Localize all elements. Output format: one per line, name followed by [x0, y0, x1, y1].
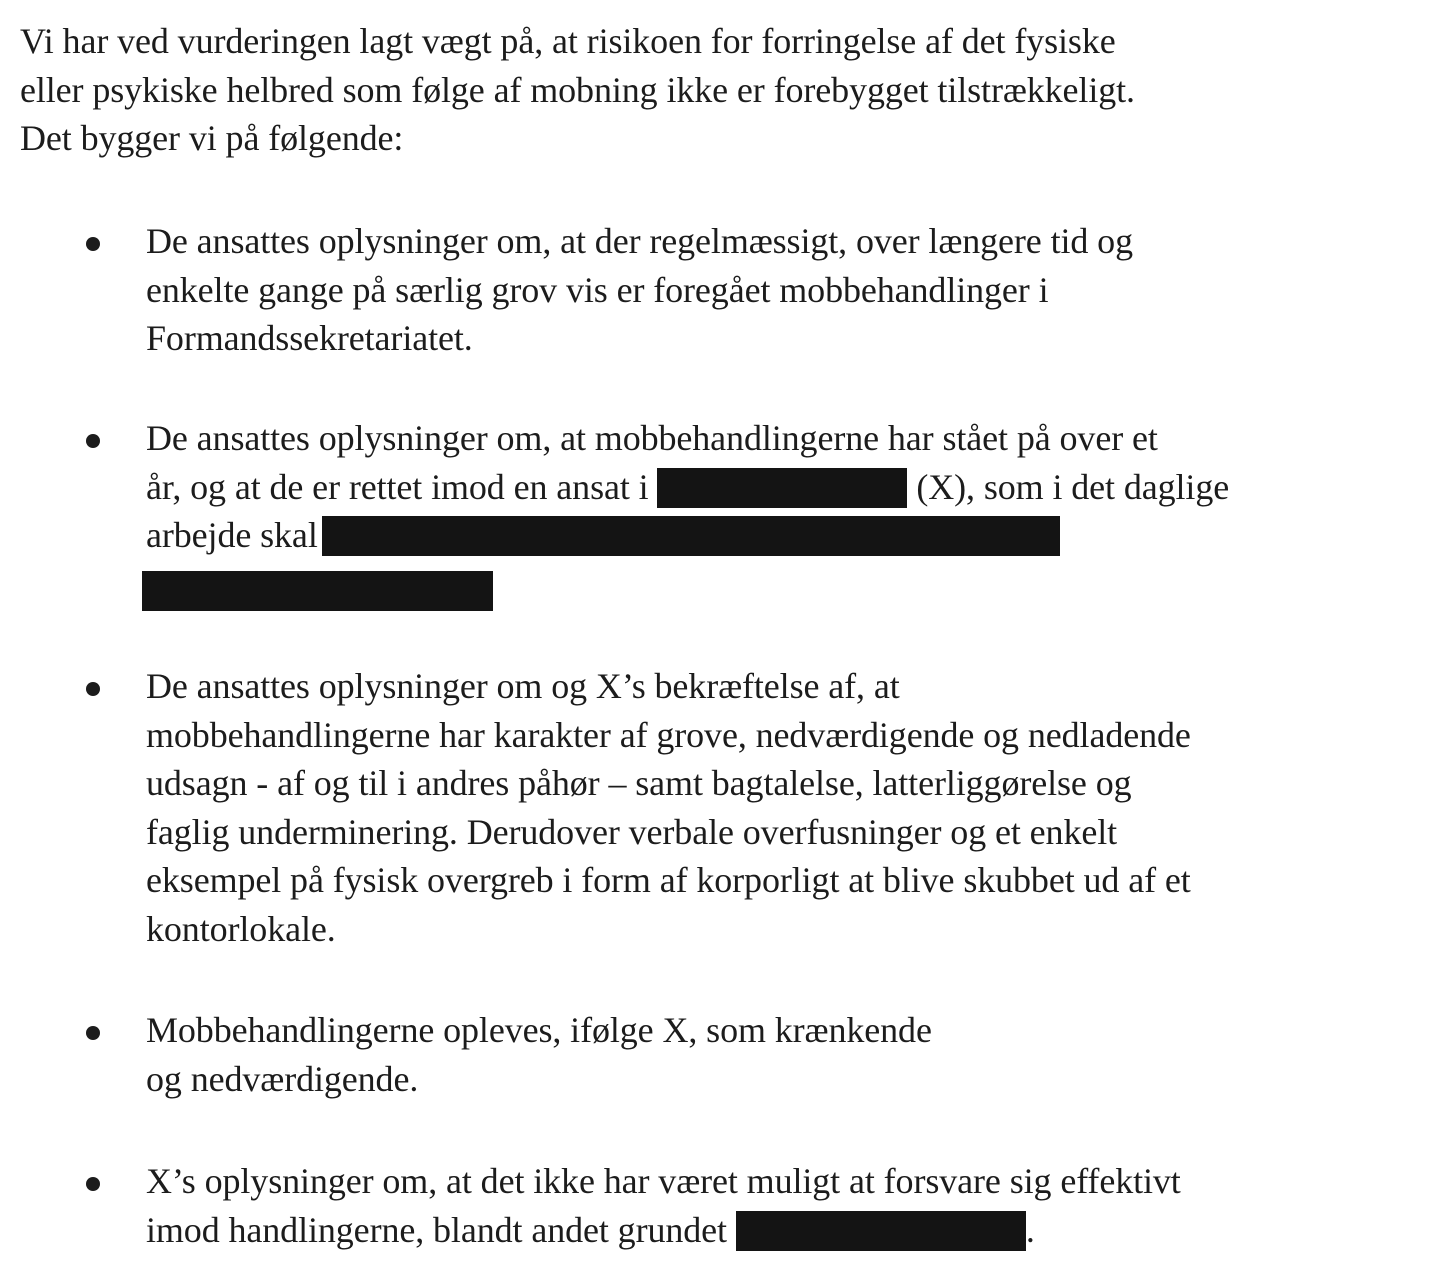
- bullet-line: De ansattes oplysninger om og X’s bekræftelse af, at: [146, 666, 900, 706]
- bullet-text: [146, 662, 1191, 953]
- bullet-line: De ansattes oplysninger om, at mobbehandlingerne har stået på over et: [146, 418, 1158, 458]
- bullet-line: eksempel på fysisk overgreb i form af korporligt at blive skubbet ud af et: [146, 860, 1191, 900]
- redaction-bar: [657, 468, 907, 508]
- bullet-line: [146, 511, 1229, 560]
- bullet-line: Mobbehandlingerne opleves, ifølge X, som krænkende: [146, 1010, 932, 1050]
- bullet-line-segment: arbejde skal: [146, 515, 318, 555]
- intro-paragraph: [20, 17, 1135, 163]
- bullet-text: [146, 414, 1229, 560]
- bullet-line-segment: .: [1025, 1209, 1035, 1250]
- bullet-line: [146, 463, 1229, 512]
- intro-line: Vi har ved vurderingen lagt vægt på, at risikoen for forringelse af det fysiske: [20, 21, 1116, 61]
- bullet-line: udsagn - af og til i andres påhør – samt bagtalelse, latterliggørelse og: [146, 763, 1132, 803]
- bullet-line: mobbehandlingerne har karakter af grove, nedværdigende og nedladende: [146, 714, 1191, 755]
- bullet-line: [146, 1206, 1181, 1255]
- bullet-dot-icon: [86, 682, 100, 696]
- bullet-text: [146, 1006, 932, 1103]
- bullet-text: [146, 217, 1133, 363]
- bullet-line: enkelte gange på særlig grov vis er foregået mobbehandlinger i: [146, 269, 1049, 310]
- redaction-bar: [736, 1211, 1026, 1251]
- bullet-dot-icon: [86, 237, 100, 251]
- bullet-dot-icon: [86, 1026, 100, 1040]
- bullet-line: Formandssekretariatet.: [146, 318, 473, 358]
- intro-line: Det bygger vi på følgende:: [20, 118, 404, 158]
- bullet-line: faglig underminering. Derudover verbale overfusninger og et enkelt: [146, 811, 1118, 852]
- bullet-line: De ansattes oplysninger om, at der regelmæssigt, over længere tid og: [146, 221, 1133, 261]
- bullet-dot-icon: [86, 1177, 100, 1191]
- redaction-bar: [142, 571, 493, 611]
- intro-line: eller psykiske helbred som følge af mobning ikke er forebygget tilstrækkeligt.: [20, 69, 1135, 110]
- bullet-line: X’s oplysninger om, at det ikke har været muligt at forsvare sig effektivt: [146, 1161, 1181, 1201]
- bullet-line: kontorlokale.: [146, 908, 336, 949]
- bullet-text: [146, 1157, 1181, 1254]
- bullet-line-segment: (X), som i det daglige: [916, 466, 1230, 507]
- bullet-line-segment: imod handlingerne, blandt andet grundet: [146, 1209, 727, 1250]
- bullet-dot-icon: [86, 434, 100, 448]
- redaction-bar: [322, 516, 1060, 556]
- bullet-line-segment: år, og at de er rettet imod en ansat i: [146, 466, 649, 507]
- bullet-line: og nedværdigende.: [146, 1058, 419, 1099]
